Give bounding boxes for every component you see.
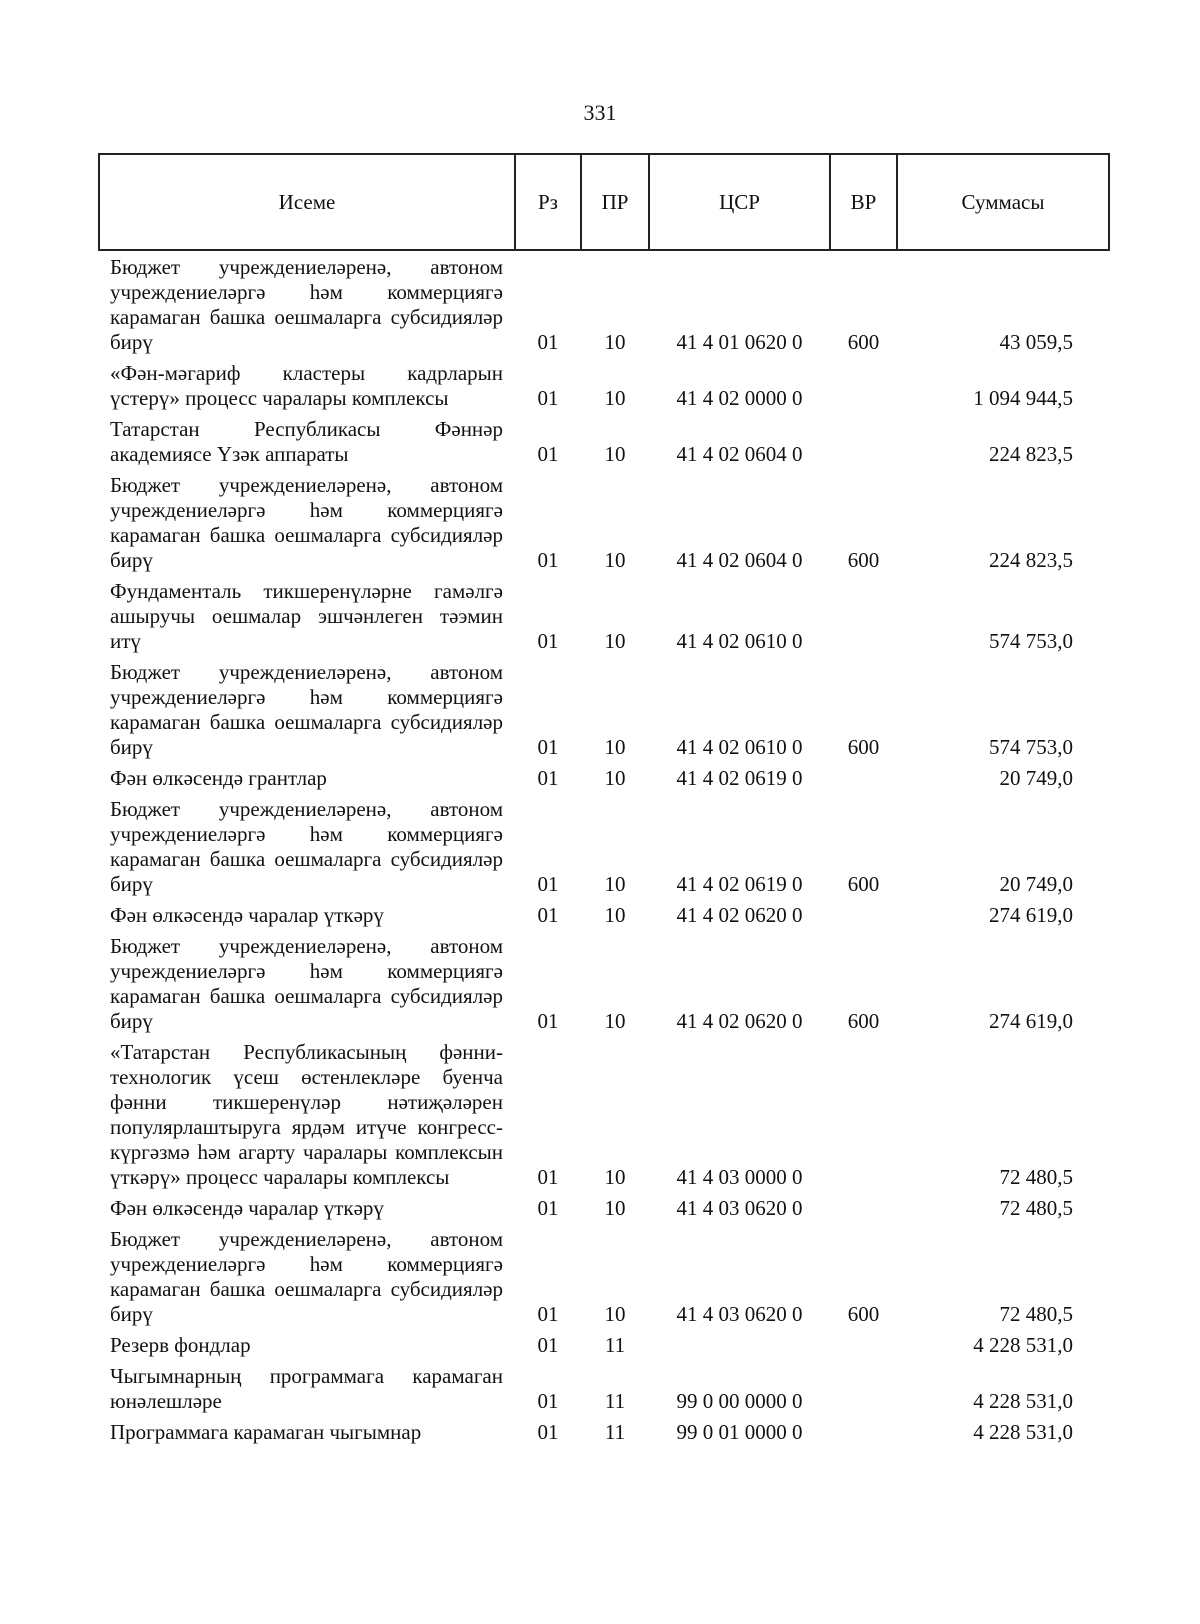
header-csr: ЦСР bbox=[649, 154, 830, 250]
cell-pr: 10 bbox=[604, 548, 626, 572]
cell-rz: 01 bbox=[537, 548, 559, 572]
table-row bbox=[99, 250, 1109, 358]
cell-rz: 01 bbox=[537, 1333, 559, 1357]
cell-pr: 10 bbox=[604, 1165, 626, 1189]
table-row bbox=[99, 1193, 1109, 1224]
cell-rz: 01 bbox=[537, 442, 559, 466]
cell-vr bbox=[830, 1361, 897, 1417]
cell-name: Бюджет учреждениеләренә, автоном учреждениеләргә һәм коммерциягә карамаган башка оешмаларга субсидияләр бирү bbox=[110, 1227, 503, 1326]
cell-name: Фән өлкәсендә чаралар үткәрү bbox=[110, 903, 384, 927]
header-sum: Суммасы bbox=[897, 154, 1109, 250]
table-row bbox=[99, 576, 1109, 657]
table-row bbox=[99, 358, 1109, 414]
table-row bbox=[99, 1361, 1109, 1417]
cell-rz: 01 bbox=[537, 766, 559, 790]
table-row bbox=[99, 1037, 1109, 1193]
table-row bbox=[99, 763, 1109, 794]
cell-vr: 600 bbox=[847, 1302, 880, 1326]
table-row bbox=[99, 931, 1109, 1037]
cell-pr: 10 bbox=[604, 442, 626, 466]
cell-vr bbox=[830, 1330, 897, 1361]
cell-pr: 10 bbox=[604, 1302, 626, 1326]
cell-vr bbox=[830, 1193, 897, 1224]
cell-sum: 574 753,0 bbox=[989, 735, 1073, 759]
cell-sum: 1 094 944,5 bbox=[973, 386, 1073, 410]
cell-pr: 11 bbox=[604, 1420, 626, 1444]
table-row bbox=[99, 1417, 1109, 1448]
cell-csr: 99 0 00 0000 0 bbox=[676, 1389, 803, 1413]
cell-sum: 224 823,5 bbox=[989, 548, 1073, 572]
cell-csr: 41 4 03 0620 0 bbox=[676, 1196, 803, 1220]
cell-rz: 01 bbox=[537, 735, 559, 759]
table-row bbox=[99, 1330, 1109, 1361]
cell-name: Фән өлкәсендә грантлар bbox=[110, 766, 327, 790]
cell-name: Бюджет учреждениеләренә, автоном учреждениеләргә һәм коммерциягә карамаган башка оешмаларга субсидияләр бирү bbox=[110, 660, 503, 759]
cell-csr: 41 4 02 0610 0 bbox=[676, 629, 803, 653]
cell-name: Фән өлкәсендә чаралар үткәрү bbox=[110, 1196, 384, 1220]
cell-vr: 600 bbox=[847, 548, 880, 572]
cell-name: Фундаменталь тикшеренүләрне гамәлгә ашыручы оешмалар эшчәнлеген тәэмин итү bbox=[110, 579, 503, 653]
table-row bbox=[99, 657, 1109, 763]
cell-csr: 99 0 01 0000 0 bbox=[676, 1420, 803, 1444]
header-row bbox=[99, 154, 1109, 250]
cell-vr bbox=[830, 576, 897, 657]
cell-name: Бюджет учреждениеләренә, автоном учреждениеләргә һәм коммерциягә карамаган башка оешмаларга субсидияләр бирү bbox=[110, 473, 503, 572]
cell-name: «Фән-мәгариф кластеры кадрларын үстерү» процесс чаралары комплексы bbox=[110, 361, 503, 410]
table-row bbox=[99, 1224, 1109, 1330]
cell-csr: 41 4 03 0620 0 bbox=[676, 1302, 803, 1326]
cell-pr: 10 bbox=[604, 330, 626, 354]
cell-rz: 01 bbox=[537, 386, 559, 410]
page-number: 331 bbox=[583, 100, 617, 125]
cell-csr: 41 4 02 0619 0 bbox=[676, 766, 803, 790]
table-row bbox=[99, 794, 1109, 900]
cell-sum: 20 749,0 bbox=[999, 766, 1073, 790]
cell-pr: 11 bbox=[604, 1389, 626, 1413]
cell-name: Программага карамаган чыгымнар bbox=[110, 1420, 422, 1444]
cell-pr: 10 bbox=[604, 903, 626, 927]
cell-pr: 10 bbox=[604, 1196, 626, 1220]
cell-rz: 01 bbox=[537, 872, 559, 896]
cell-vr bbox=[830, 414, 897, 470]
budget-table bbox=[98, 153, 1110, 1448]
cell-pr: 10 bbox=[604, 386, 626, 410]
cell-pr: 10 bbox=[604, 872, 626, 896]
cell-pr: 11 bbox=[604, 1333, 626, 1357]
cell-name: Чыгымнарның программага карамаган юнәлешләре bbox=[110, 1364, 503, 1413]
cell-csr: 41 4 02 0619 0 bbox=[676, 872, 803, 896]
cell-pr: 10 bbox=[604, 629, 626, 653]
cell-vr: 600 bbox=[847, 330, 880, 354]
cell-csr: 41 4 02 0604 0 bbox=[676, 548, 803, 572]
table-row bbox=[99, 900, 1109, 931]
cell-sum: 224 823,5 bbox=[989, 442, 1073, 466]
cell-name: Бюджет учреждениеләренә, автоном учреждениеләргә һәм коммерциягә карамаган башка оешмаларга субсидияләр бирү bbox=[110, 255, 503, 354]
table-row bbox=[99, 414, 1109, 470]
cell-csr: 41 4 02 0610 0 bbox=[676, 735, 803, 759]
cell-sum: 574 753,0 bbox=[989, 629, 1073, 653]
cell-sum: 72 480,5 bbox=[999, 1165, 1073, 1189]
table-body bbox=[99, 250, 1109, 1448]
cell-pr: 10 bbox=[604, 766, 626, 790]
cell-sum: 4 228 531,0 bbox=[973, 1333, 1073, 1357]
cell-sum: 72 480,5 bbox=[999, 1196, 1073, 1220]
table-row bbox=[99, 470, 1109, 576]
cell-vr bbox=[830, 358, 897, 414]
cell-csr: 41 4 02 0000 0 bbox=[676, 386, 803, 410]
cell-vr bbox=[830, 763, 897, 794]
cell-rz: 01 bbox=[537, 330, 559, 354]
cell-csr bbox=[649, 1330, 830, 1361]
header-pr: ПР bbox=[581, 154, 649, 250]
cell-sum: 4 228 531,0 bbox=[973, 1420, 1073, 1444]
header-vr: ВР bbox=[830, 154, 897, 250]
cell-name: «Татарстан Республикасының фәнни-технологик үсеш өстенлекләре буенча фәнни тикшеренүләр нәтиҗәләрен популярлаштыруга ярдәм итүче конгресс-күргәзмә һәм агарту чаралары комплексын үткәрү» процесс чаралары комплексы bbox=[110, 1040, 503, 1189]
cell-vr bbox=[830, 1037, 897, 1193]
cell-sum: 274 619,0 bbox=[989, 903, 1073, 927]
cell-sum: 43 059,5 bbox=[999, 330, 1073, 354]
cell-csr: 41 4 02 0604 0 bbox=[676, 442, 803, 466]
cell-rz: 01 bbox=[537, 903, 559, 927]
cell-vr: 600 bbox=[847, 1009, 880, 1033]
table-header bbox=[99, 154, 1109, 250]
cell-csr: 41 4 03 0000 0 bbox=[676, 1165, 803, 1189]
cell-rz: 01 bbox=[537, 1302, 559, 1326]
cell-csr: 41 4 02 0620 0 bbox=[676, 1009, 803, 1033]
cell-rz: 01 bbox=[537, 1165, 559, 1189]
cell-sum: 4 228 531,0 bbox=[973, 1389, 1073, 1413]
cell-vr bbox=[830, 1417, 897, 1448]
cell-name: Бюджет учреждениеләренә, автоном учреждениеләргә һәм коммерциягә карамаган башка оешмаларга субсидияләр бирү bbox=[110, 934, 503, 1033]
cell-rz: 01 bbox=[537, 1009, 559, 1033]
cell-pr: 10 bbox=[604, 735, 626, 759]
header-rz: Рз bbox=[515, 154, 581, 250]
cell-vr bbox=[830, 900, 897, 931]
cell-rz: 01 bbox=[537, 629, 559, 653]
cell-name: Татарстан Республикасы Фәннәр академиясе Үзәк аппараты bbox=[110, 417, 503, 466]
cell-name: Резерв фондлар bbox=[110, 1333, 251, 1357]
cell-name: Бюджет учреждениеләренә, автоном учреждениеләргә һәм коммерциягә карамаган башка оешмаларга субсидияләр бирү bbox=[110, 797, 503, 896]
cell-pr: 10 bbox=[604, 1009, 626, 1033]
cell-vr: 600 bbox=[847, 735, 880, 759]
cell-sum: 72 480,5 bbox=[999, 1302, 1073, 1326]
cell-sum: 20 749,0 bbox=[999, 872, 1073, 896]
cell-rz: 01 bbox=[537, 1196, 559, 1220]
cell-csr: 41 4 02 0620 0 bbox=[676, 903, 803, 927]
cell-rz: 01 bbox=[537, 1389, 559, 1413]
cell-csr: 41 4 01 0620 0 bbox=[676, 330, 803, 354]
cell-sum: 274 619,0 bbox=[989, 1009, 1073, 1033]
cell-rz: 01 bbox=[537, 1420, 559, 1444]
header-name: Исеме bbox=[99, 154, 515, 250]
cell-vr: 600 bbox=[847, 872, 880, 896]
